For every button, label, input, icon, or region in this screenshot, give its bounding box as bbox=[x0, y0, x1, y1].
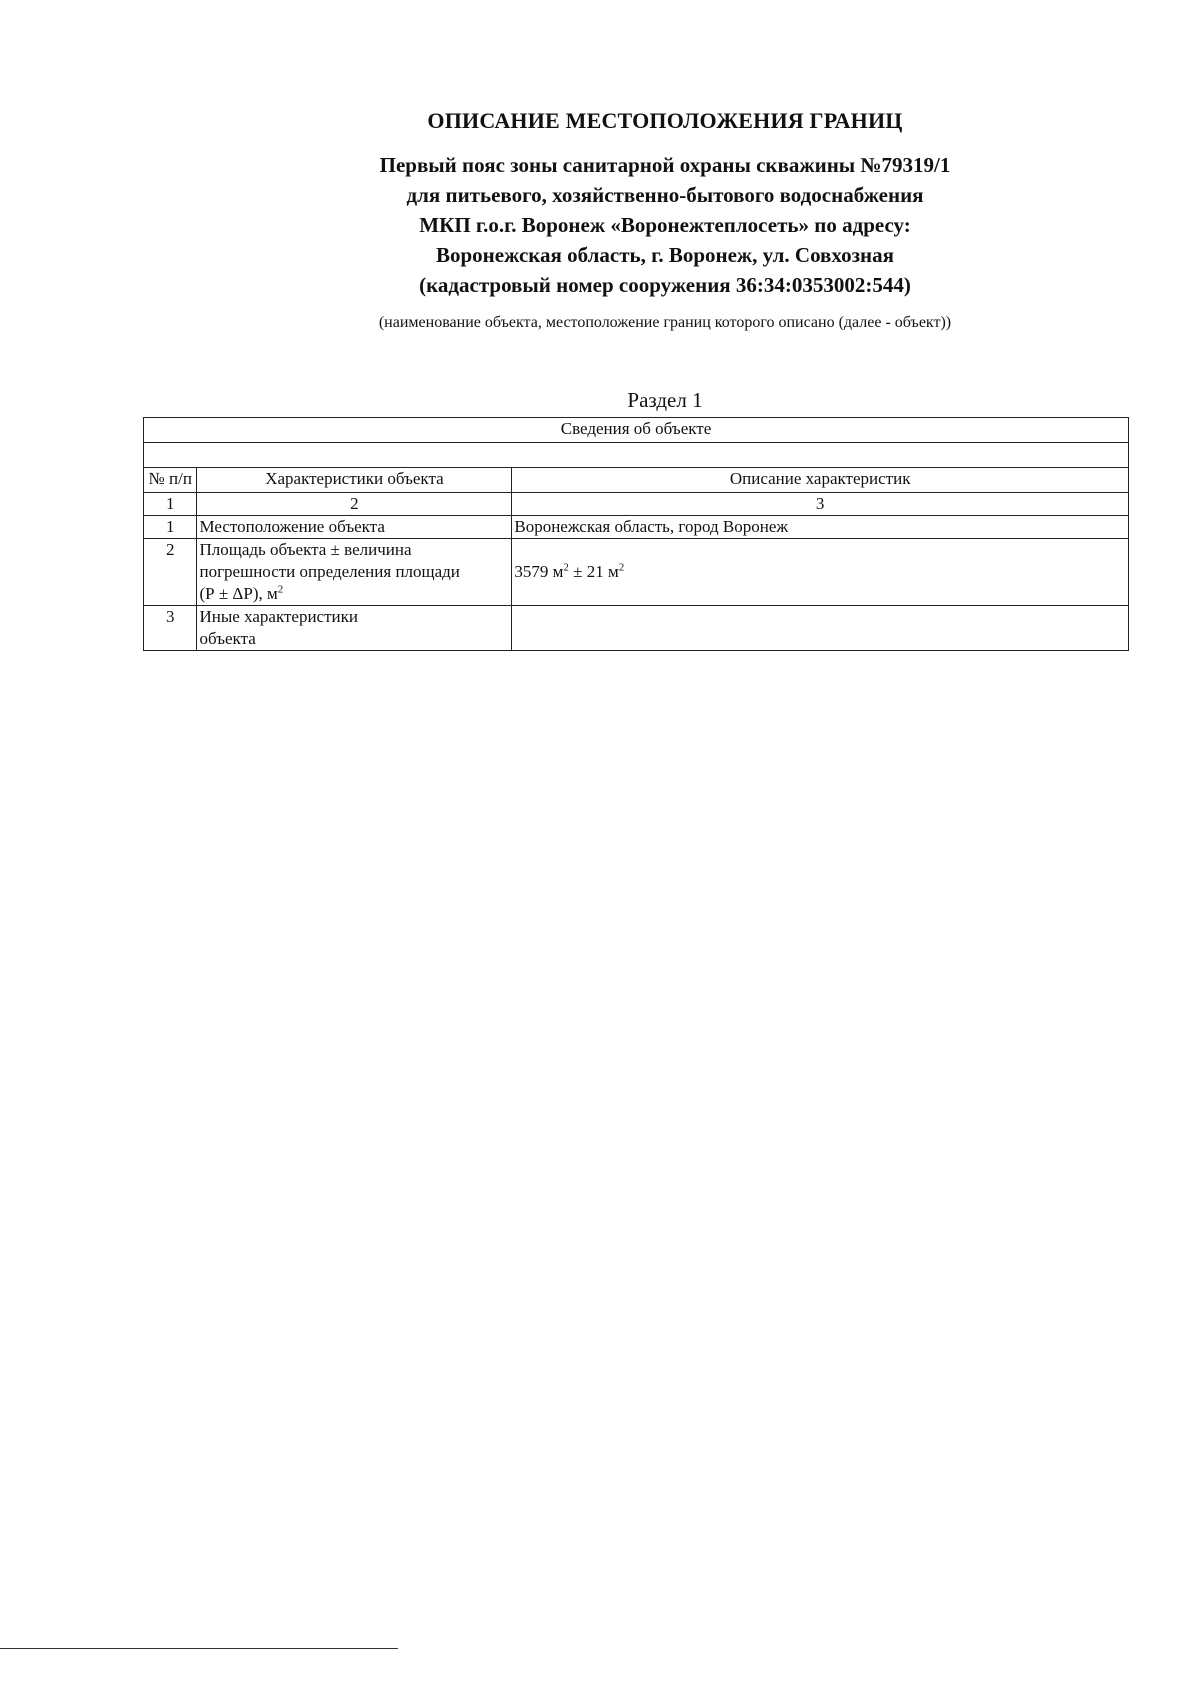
characteristic-line-unit bbox=[199, 583, 509, 605]
header-num: № п/п bbox=[144, 468, 197, 493]
row-number: 3 bbox=[144, 606, 197, 651]
object-caption: (наименование объекта, местоположение границ которого описано (далее - объект)) bbox=[378, 314, 952, 331]
footer-rule bbox=[0, 1648, 398, 1649]
characteristic-line: (Р ± ΔР), м bbox=[199, 584, 278, 603]
characteristic-line: Иные характеристики bbox=[199, 607, 358, 626]
object-name-line: (кадастровый номер сооружения 36:34:0353002:544) bbox=[419, 273, 911, 297]
characteristic-line: Площадь объекта ± величина bbox=[199, 540, 412, 559]
table-row bbox=[144, 539, 1129, 606]
table-caption-row bbox=[144, 418, 1129, 443]
object-name-line: МКП г.о.г. Воронеж «Воронежтеплосеть» по адресу: bbox=[419, 213, 911, 237]
row-characteristic: Местоположение объекта bbox=[197, 516, 512, 539]
object-info-table bbox=[143, 417, 1129, 651]
area-error: ± 21 м bbox=[568, 562, 619, 581]
area-value: 3579 м bbox=[514, 562, 564, 581]
unit-superscript: 2 bbox=[277, 583, 284, 596]
unit-superscript: 2 bbox=[563, 561, 569, 574]
header-characteristics: Характеристики объекта bbox=[197, 468, 512, 493]
table-row bbox=[144, 606, 1129, 651]
table-numbering-row bbox=[144, 493, 1129, 516]
header-description: Описание характеристик bbox=[512, 468, 1129, 493]
section-label: Раздел 1 bbox=[627, 388, 703, 412]
column-number: 3 bbox=[512, 493, 1129, 516]
row-number: 2 bbox=[144, 539, 197, 606]
row-characteristic bbox=[197, 606, 512, 651]
table-row bbox=[144, 516, 1129, 539]
row-number: 1 bbox=[144, 516, 197, 539]
table-caption: Сведения об объекте bbox=[144, 418, 1129, 443]
document-title: ОПИСАНИЕ МЕСТОПОЛОЖЕНИЯ ГРАНИЦ bbox=[427, 108, 903, 133]
column-number: 1 bbox=[144, 493, 197, 516]
row-description bbox=[512, 606, 1129, 651]
object-name-line: Первый пояс зоны санитарной охраны скважины №79319/1 bbox=[379, 153, 951, 177]
object-name-line: для питьевого, хозяйственно-бытового водоснабжения bbox=[406, 183, 924, 207]
object-name-block bbox=[0, 150, 1200, 300]
unit-superscript: 2 bbox=[618, 561, 625, 574]
characteristic-line: объекта bbox=[199, 629, 256, 648]
column-number: 2 bbox=[197, 493, 512, 516]
characteristic-line: погрешности определения площади bbox=[199, 562, 460, 581]
table-spacer-row bbox=[144, 443, 1129, 468]
table-header-row bbox=[144, 468, 1129, 493]
table-spacer-cell bbox=[144, 443, 1129, 468]
object-name-line: Воронежская область, г. Воронеж, ул. Совхозная bbox=[435, 243, 894, 267]
row-description bbox=[512, 539, 1129, 606]
row-description: Воронежская область, город Воронеж bbox=[512, 516, 1129, 539]
row-characteristic bbox=[197, 539, 512, 606]
